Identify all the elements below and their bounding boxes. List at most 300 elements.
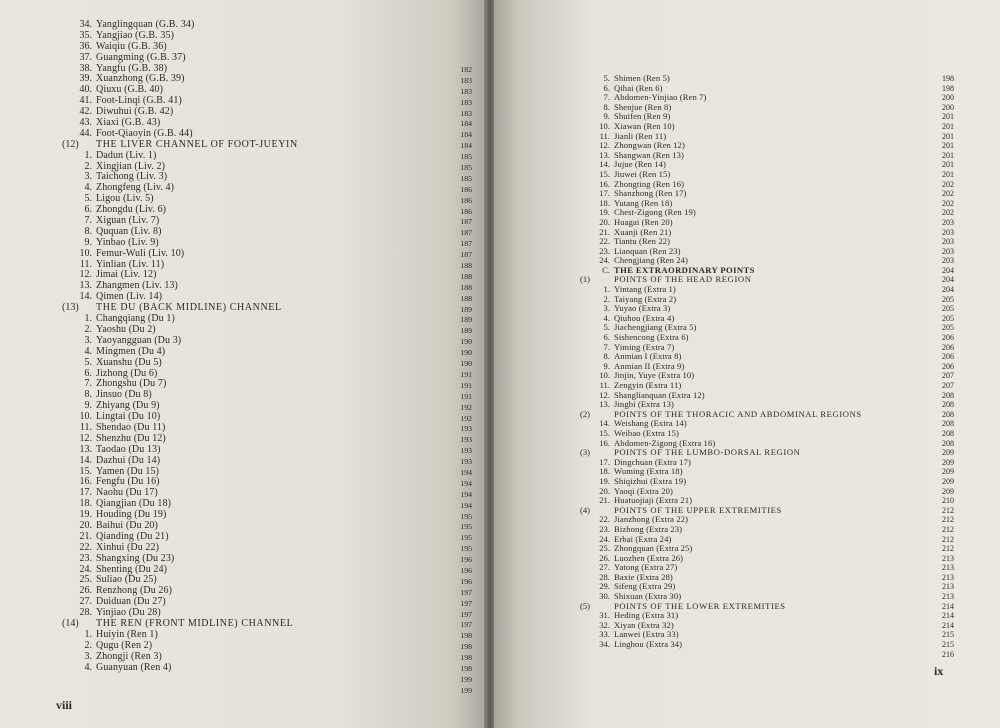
entry-label: Wuming (Extra 18) [614, 466, 683, 477]
entry-page-number: 213 [942, 572, 954, 582]
entry-number: 22. [599, 236, 610, 247]
entry-label: THE REN (FRONT MIDLINE) CHANNEL [96, 617, 294, 629]
entry-page-number: 201 [942, 169, 954, 179]
entry-label: Qugu (Ren 2) [96, 639, 153, 651]
entry-number: 43. [79, 117, 92, 129]
entry-label: Shiqizhui (Extra 19) [614, 475, 687, 486]
entry-label: Jianli (Ren 11) [614, 130, 667, 141]
entry-label: Qiangjian (Du 18) [96, 498, 172, 510]
entry-label: Taichong (Liv. 3) [96, 171, 168, 183]
entry-label: Diwuhui (G.B. 42) [96, 106, 174, 118]
entry-label: Fengfu (Du 16) [96, 476, 160, 488]
entry-label: Duiduan (Du 27) [96, 596, 166, 608]
page-number: 197 [460, 587, 472, 597]
page-number: 194 [460, 467, 472, 477]
entry-page-number: 198 [942, 83, 954, 93]
page-number: 197 [460, 609, 472, 619]
entry-page-number: 204 [942, 285, 954, 295]
entry-number: 22. [599, 514, 610, 525]
entry-number: 28. [79, 607, 92, 619]
entry-label: Changqiang (Du 1) [96, 313, 175, 325]
entry-page-number: 214 [942, 620, 954, 630]
page-number: 190 [460, 337, 472, 347]
entry-number: 22. [79, 541, 92, 553]
page-number: 197 [460, 620, 472, 630]
entry-number: 15. [79, 465, 92, 477]
entry-number: 3. [84, 650, 92, 662]
entry-number: 5. [603, 73, 610, 83]
entry-label: Huagai (Ren 20) [614, 216, 673, 227]
entry-number: 6. [603, 82, 610, 93]
entry-label: Sifeng (Extra 29) [614, 581, 676, 592]
entry-page-number: 201 [942, 150, 954, 160]
entry-page-number: 202 [942, 189, 954, 199]
entry-label: Mingmen (Du 4) [96, 345, 166, 357]
entry-label: Shanzhong (Ren 17) [614, 188, 687, 199]
entry-label: Xuanshu (Du 5) [96, 356, 162, 368]
entry-label: Chengjiang (Ren 24) [614, 255, 688, 266]
entry-number: 25. [79, 574, 92, 586]
entry-number: 4. [603, 312, 610, 323]
entry-page-number: 215 [942, 640, 954, 650]
entry-page-number: 215 [942, 630, 954, 640]
entry-number: 2. [84, 160, 92, 172]
entry-label: Ququan (Liv. 8) [96, 225, 162, 237]
entry-number: 11. [79, 421, 92, 433]
entry-number: 9. [603, 111, 610, 122]
left-page-number-column [452, 65, 472, 697]
entry-label: THE LIVER CHANNEL OF FOOT-JUEYIN [96, 138, 298, 150]
entry-page-number: 213 [942, 563, 954, 573]
entry-page-number: 203 [942, 256, 954, 266]
entry-number: 10. [79, 411, 92, 423]
entry-label: Ligou (Liv. 5) [96, 193, 154, 205]
entry-number: 8. [603, 101, 610, 112]
entry-label: Yaoyangguan (Du 3) [96, 334, 182, 346]
page-number: 191 [460, 369, 472, 379]
entry-label: Anmian I (Extra 8) [614, 351, 682, 362]
entry-number: 34. [599, 639, 610, 650]
entry-number: 2. [84, 639, 92, 651]
page-number: 193 [460, 435, 472, 445]
entry-label: Shangwan (Ren 13) [614, 149, 684, 160]
page-number: 198 [460, 642, 472, 652]
page-number: 193 [460, 424, 472, 434]
entry-number: 12. [599, 140, 610, 151]
entry-label: Xinhui (Du 22) [96, 541, 160, 553]
page-number: 184 [460, 141, 472, 151]
entry-label: Xingjian (Liv. 2) [96, 160, 166, 172]
entry-label: POINTS OF THE UPPER EXTREMITIES [614, 504, 782, 515]
entry-page-number: 203 [942, 227, 954, 237]
entry-number: (3) [580, 447, 591, 458]
entry-number: 30. [599, 591, 610, 602]
page-number: 184 [460, 119, 472, 129]
page-number: 196 [460, 555, 472, 565]
entry-label: Waiqiu (G.B. 36) [96, 40, 167, 52]
entry-page-number: 208 [942, 419, 954, 429]
entry-page-number: 203 [942, 246, 954, 256]
page-number: 193 [460, 446, 472, 456]
entry-page-number: 205 [942, 304, 954, 314]
page-number: 188 [460, 271, 472, 281]
entry-label: Linghou (Extra 34) [614, 639, 683, 650]
entry-label: Guanyuan (Ren 4) [96, 661, 172, 673]
right-page [494, 0, 1000, 728]
entry-number: 29. [599, 581, 610, 592]
page-number: 188 [460, 282, 472, 292]
entry-label: Yamen (Du 15) [96, 465, 160, 477]
entry-number: 23. [79, 552, 92, 564]
entry-label: Xiawan (Ren 10) [614, 120, 675, 131]
entry-number: 5. [84, 356, 92, 368]
page-number: 185 [460, 173, 472, 183]
entry-page-number: 209 [942, 486, 954, 496]
page-number: 183 [460, 108, 472, 118]
entry-label: Yuyao (Extra 3) [614, 303, 671, 314]
entry-label: Qihai (Ren 6) [614, 82, 663, 93]
entry-number: 1. [84, 313, 92, 325]
entry-number: 19. [79, 509, 92, 521]
entry-label: Renzhong (Du 26) [96, 585, 173, 597]
entry-number: 33. [599, 629, 610, 640]
entry-number: (13) [62, 302, 79, 314]
entry-number: 16. [79, 476, 92, 488]
entry-number: 40. [79, 84, 92, 96]
left-contents-list [62, 20, 452, 673]
entry-page-number: 203 [942, 237, 954, 247]
page-number: 189 [460, 315, 472, 325]
entry-number: 11. [599, 130, 610, 141]
page-number: 195 [460, 533, 472, 543]
entry-label: Qimen (Liv. 14) [96, 291, 163, 303]
entry-label: Suliao (Du 25) [96, 574, 157, 586]
entry-label: Xuanzhong (G.B. 39) [96, 73, 185, 85]
page-number: 195 [460, 522, 472, 532]
left-folio: viii [56, 698, 73, 712]
page-number: 188 [460, 261, 472, 271]
entry-number: 19. [599, 475, 610, 486]
entry-page-number: 206 [942, 361, 954, 371]
entry-label: Shuifen (Ren 9) [614, 111, 671, 122]
entry-number: 2. [84, 323, 92, 335]
entry-label: Jiuwei (Ren 15) [614, 168, 671, 179]
entry-label: Shenzhu (Du 12) [96, 432, 166, 444]
entry-label: Luozhen (Extra 26) [614, 552, 684, 563]
entry-number: 20. [599, 216, 610, 227]
entry-label: Baihui (Du 20) [96, 519, 158, 531]
entry-label: Dadun (Liv. 1) [96, 149, 157, 161]
entry-label: POINTS OF THE HEAD REGION [614, 274, 752, 285]
entry-number: (4) [580, 504, 591, 515]
entry-label: Zhongji (Ren 3) [96, 650, 162, 662]
entry-label: Shendao (Du 11) [96, 421, 166, 433]
entry-page-number: 208 [942, 409, 954, 419]
entry-number: 13. [599, 399, 610, 410]
entry-page-number: 208 [942, 428, 954, 438]
entry-label: Bizhong (Extra 23) [614, 523, 683, 534]
entry-label: THE DU (BACK MIDLINE) CHANNEL [96, 302, 282, 314]
entry-number: 6. [84, 367, 92, 379]
entry-number: 11. [599, 380, 610, 390]
page-number: 198 [460, 653, 472, 663]
entry-number: 10. [79, 247, 92, 259]
entry-number: 18. [599, 197, 610, 208]
entry-label: Lingtai (Du 10) [96, 411, 161, 423]
page-number: 189 [460, 326, 472, 336]
entry-number: 32. [599, 619, 610, 630]
entry-label: Huatuojiaji (Extra 21) [614, 495, 693, 506]
entry-number: 24. [79, 563, 92, 575]
entry-label: Dingchuan (Extra 17) [614, 456, 691, 467]
entry-label: Qianding (Du 21) [96, 530, 169, 542]
entry-page-number: 209 [942, 448, 954, 458]
page-number: 196 [460, 576, 472, 586]
entry-label: Qiuhou (Extra 4) [614, 312, 675, 323]
entry-label: Shimen (Ren 5) [614, 73, 670, 83]
entry-label: Yanglingquan (G.B. 34) [96, 19, 195, 30]
entry-label: Shenjue (Ren 8) [614, 101, 672, 112]
entry-number: 21. [79, 530, 92, 542]
entry-page-number: 201 [942, 141, 954, 151]
entry-label: Jimai (Liv. 12) [96, 269, 157, 281]
entry-page-number: 212 [942, 515, 954, 525]
entry-number: (12) [62, 138, 79, 150]
page-number: 186 [460, 206, 472, 216]
page-number: 198 [460, 631, 472, 641]
entry-label: Shixuan (Extra 30) [614, 591, 682, 602]
entry-label: Foot-Qiaoyin (G.B. 44) [96, 127, 193, 139]
entry-label: Yinbao (Liv. 9) [96, 236, 159, 248]
entry-number: 26. [79, 585, 92, 597]
page-number: 187 [460, 217, 472, 227]
entry-label: Xiaxi (G.B. 43) [96, 117, 161, 129]
entry-label: Jinsuo (Du 8) [96, 389, 152, 401]
entry-label: Xiyan (Extra 32) [614, 619, 674, 630]
entry-number: (14) [62, 617, 79, 629]
entry-page-number: 214 [942, 601, 954, 611]
entry-page-number: 210 [942, 496, 954, 506]
page-number: 189 [460, 304, 472, 314]
page-number: 187 [460, 228, 472, 238]
entry-number: 21. [599, 495, 610, 506]
entry-label: Yangfu (G.B. 38) [96, 62, 168, 74]
entry-label: Yaoshu (Du 2) [96, 323, 156, 335]
entry-label: Yiming (Extra 7) [614, 341, 675, 352]
page-number: 191 [460, 391, 472, 401]
entry-label: Weishang (Extra 14) [614, 418, 687, 429]
entry-page-number: 209 [942, 467, 954, 477]
entry-label: Jinjin, Yuye (Extra 10) [614, 370, 695, 381]
entry-number: 17. [599, 456, 610, 467]
entry-label: Zhiyang (Du 9) [96, 400, 160, 412]
page-number: 194 [460, 478, 472, 488]
entry-label: THE EXTRAORDINARY POINTS [614, 264, 755, 275]
entry-number: 16. [599, 178, 610, 189]
entry-label: Heding (Extra 31) [614, 610, 679, 621]
entry-number: 9. [603, 360, 610, 371]
entry-label: POINTS OF THE THORACIC AND ABDOMINAL REGIONS [614, 408, 862, 419]
entry-label: Tiantu (Ren 22) [614, 236, 671, 247]
entry-page-number: 213 [942, 582, 954, 592]
entry-label: Zengyin (Extra 11) [614, 380, 682, 390]
entry-number: 39. [79, 73, 92, 85]
page-number: 195 [460, 544, 472, 554]
entry-number: 20. [599, 485, 610, 496]
page-number: 194 [460, 489, 472, 499]
entry-label: Lianquan (Ren 23) [614, 245, 681, 256]
entry-number: 6. [603, 332, 610, 343]
page-number: 185 [460, 152, 472, 162]
entry-number: 4. [84, 345, 92, 357]
entry-number: C. [602, 264, 610, 275]
entry-label: Jiachengjiang (Extra 5) [614, 322, 697, 333]
entry-page-number: 204 [942, 265, 954, 275]
entry-label: Foot-Linqi (G.B. 41) [96, 95, 182, 107]
entry-number: 8. [84, 389, 92, 401]
entry-number: 42. [79, 106, 92, 118]
page-number: 198 [460, 663, 472, 673]
entry-label: Xiguan (Liv. 7) [96, 215, 160, 227]
entry-number: 3. [84, 171, 92, 183]
entry-label: Lanwei (Extra 33) [614, 629, 679, 640]
entry-page-number: 202 [942, 208, 954, 218]
right-contents-list [580, 74, 954, 659]
page-number: 199 [460, 685, 472, 695]
entry-page-number: 209 [942, 476, 954, 486]
entry-number: 4. [84, 661, 92, 673]
entry-label: Zhongwan (Ren 12) [614, 140, 685, 151]
entry-label: Taiyang (Extra 2) [614, 293, 677, 304]
entry-page-number: 202 [942, 198, 954, 208]
entry-page-number: 212 [942, 544, 954, 554]
entry-number: 7. [603, 341, 610, 352]
entry-label: Zhongfeng (Liv. 4) [96, 182, 175, 194]
entry-page-number: 212 [942, 524, 954, 534]
entry-label: Jingbi (Extra 13) [614, 399, 674, 410]
entry-label: Shangxing (Du 23) [96, 552, 175, 564]
page-number: 190 [460, 348, 472, 358]
entry-page-number: 213 [942, 592, 954, 602]
entry-number: 8. [84, 225, 92, 237]
entry-number: 12. [79, 269, 92, 281]
entry-page-number: 213 [942, 553, 954, 563]
page-number: 199 [460, 674, 472, 684]
entry-number: 8. [603, 351, 610, 362]
entry-number: 1. [84, 628, 92, 640]
entry-number: (2) [580, 408, 591, 419]
entry-page-number: 208 [942, 400, 954, 410]
entry-number: 27. [599, 562, 610, 573]
entry-number: 2. [603, 293, 610, 304]
entry-label: Zhongquan (Extra 25) [614, 543, 693, 554]
page-number: 186 [460, 184, 472, 194]
page-number: 195 [460, 511, 472, 521]
entry-label: Zhangmen (Liv. 13) [96, 280, 178, 292]
entry-page-number: 212 [942, 534, 954, 544]
page-number: 196 [460, 565, 472, 575]
page-number: 192 [460, 413, 472, 423]
entry-number: 14. [79, 454, 92, 466]
contents-entry [580, 640, 954, 650]
page-number: 193 [460, 457, 472, 467]
page-number: 194 [460, 500, 472, 510]
entry-page-number: 207 [942, 371, 954, 381]
entry-page-number: 205 [942, 323, 954, 333]
entry-page-number: 201 [942, 160, 954, 170]
entry-label: Sishencong (Extra 6) [614, 332, 689, 343]
entry-number: 14. [599, 159, 610, 170]
entry-label: Dazhui (Du 14) [96, 454, 161, 466]
entry-number: 27. [79, 596, 92, 608]
entry-number: 34. [79, 19, 92, 30]
entry-page-number: 208 [942, 438, 954, 448]
entry-number: 13. [79, 443, 92, 455]
entry-label: POINTS OF THE LUMBO-DORSAL REGION [614, 447, 801, 458]
entry-number: 44. [79, 127, 92, 139]
page-number: 192 [460, 402, 472, 412]
entry-label: Guangming (G.B. 37) [96, 51, 186, 63]
entry-page-number: 214 [942, 611, 954, 621]
entry-label: Zhongshu (Du 7) [96, 378, 167, 390]
entry-label: Naohu (Du 17) [96, 487, 158, 499]
entry-number: 28. [599, 571, 610, 582]
entry-page-number: 201 [942, 112, 954, 122]
page-number: 190 [460, 359, 472, 369]
entry-number: 23. [599, 245, 610, 256]
entry-page-number: 204 [942, 275, 954, 285]
entry-label: Jujue (Ren 14) [614, 159, 666, 170]
page-number: 188 [460, 293, 472, 303]
entry-label: Abdomen-Yinjiao (Ren 7) [614, 92, 707, 103]
right-folio: ix [934, 664, 944, 678]
entry-number: 10. [599, 370, 610, 381]
entry-label: Qiuxu (G.B. 40) [96, 84, 164, 96]
page-number: 187 [460, 239, 472, 249]
entry-page-number: 200 [942, 102, 954, 112]
entry-number: 35. [79, 29, 92, 41]
entry-number: 38. [79, 62, 92, 74]
entry-number: 7. [84, 215, 92, 227]
entry-number: 24. [599, 255, 610, 266]
entry-page-number: 212 [942, 505, 954, 515]
entry-number: 12. [599, 389, 610, 400]
entry-number: 5. [84, 193, 92, 205]
entry-page-number: 209 [942, 457, 954, 467]
entry-number: 20. [79, 519, 92, 531]
entry-number: 7. [603, 92, 610, 103]
entry-number: 5. [603, 322, 610, 333]
entry-label: Baxie (Extra 28) [614, 571, 673, 582]
entry-number: 14. [599, 418, 610, 429]
entry-label: Jianzhong (Extra 22) [614, 514, 689, 525]
entry-number: 41. [79, 95, 92, 107]
entry-number: 11. [79, 258, 92, 270]
entry-number: 13. [79, 280, 92, 292]
entry-number: 13. [599, 149, 610, 160]
entry-label: Yutang (Ren 18) [614, 197, 673, 208]
entry-label: Yinlian (Liv. 11) [96, 258, 165, 270]
entry-number: 37. [79, 51, 92, 63]
entry-number: 36. [79, 40, 92, 52]
entry-page-number: 207 [942, 381, 954, 390]
contents-entry [580, 650, 954, 660]
entry-number: 16. [599, 437, 610, 448]
entry-label: Shanglianquan (Extra 12) [614, 389, 705, 400]
entry-label: Yatong (Extra 27) [614, 562, 678, 573]
entry-number: 18. [79, 498, 92, 510]
entry-label: Weibao (Extra 15) [614, 427, 679, 438]
